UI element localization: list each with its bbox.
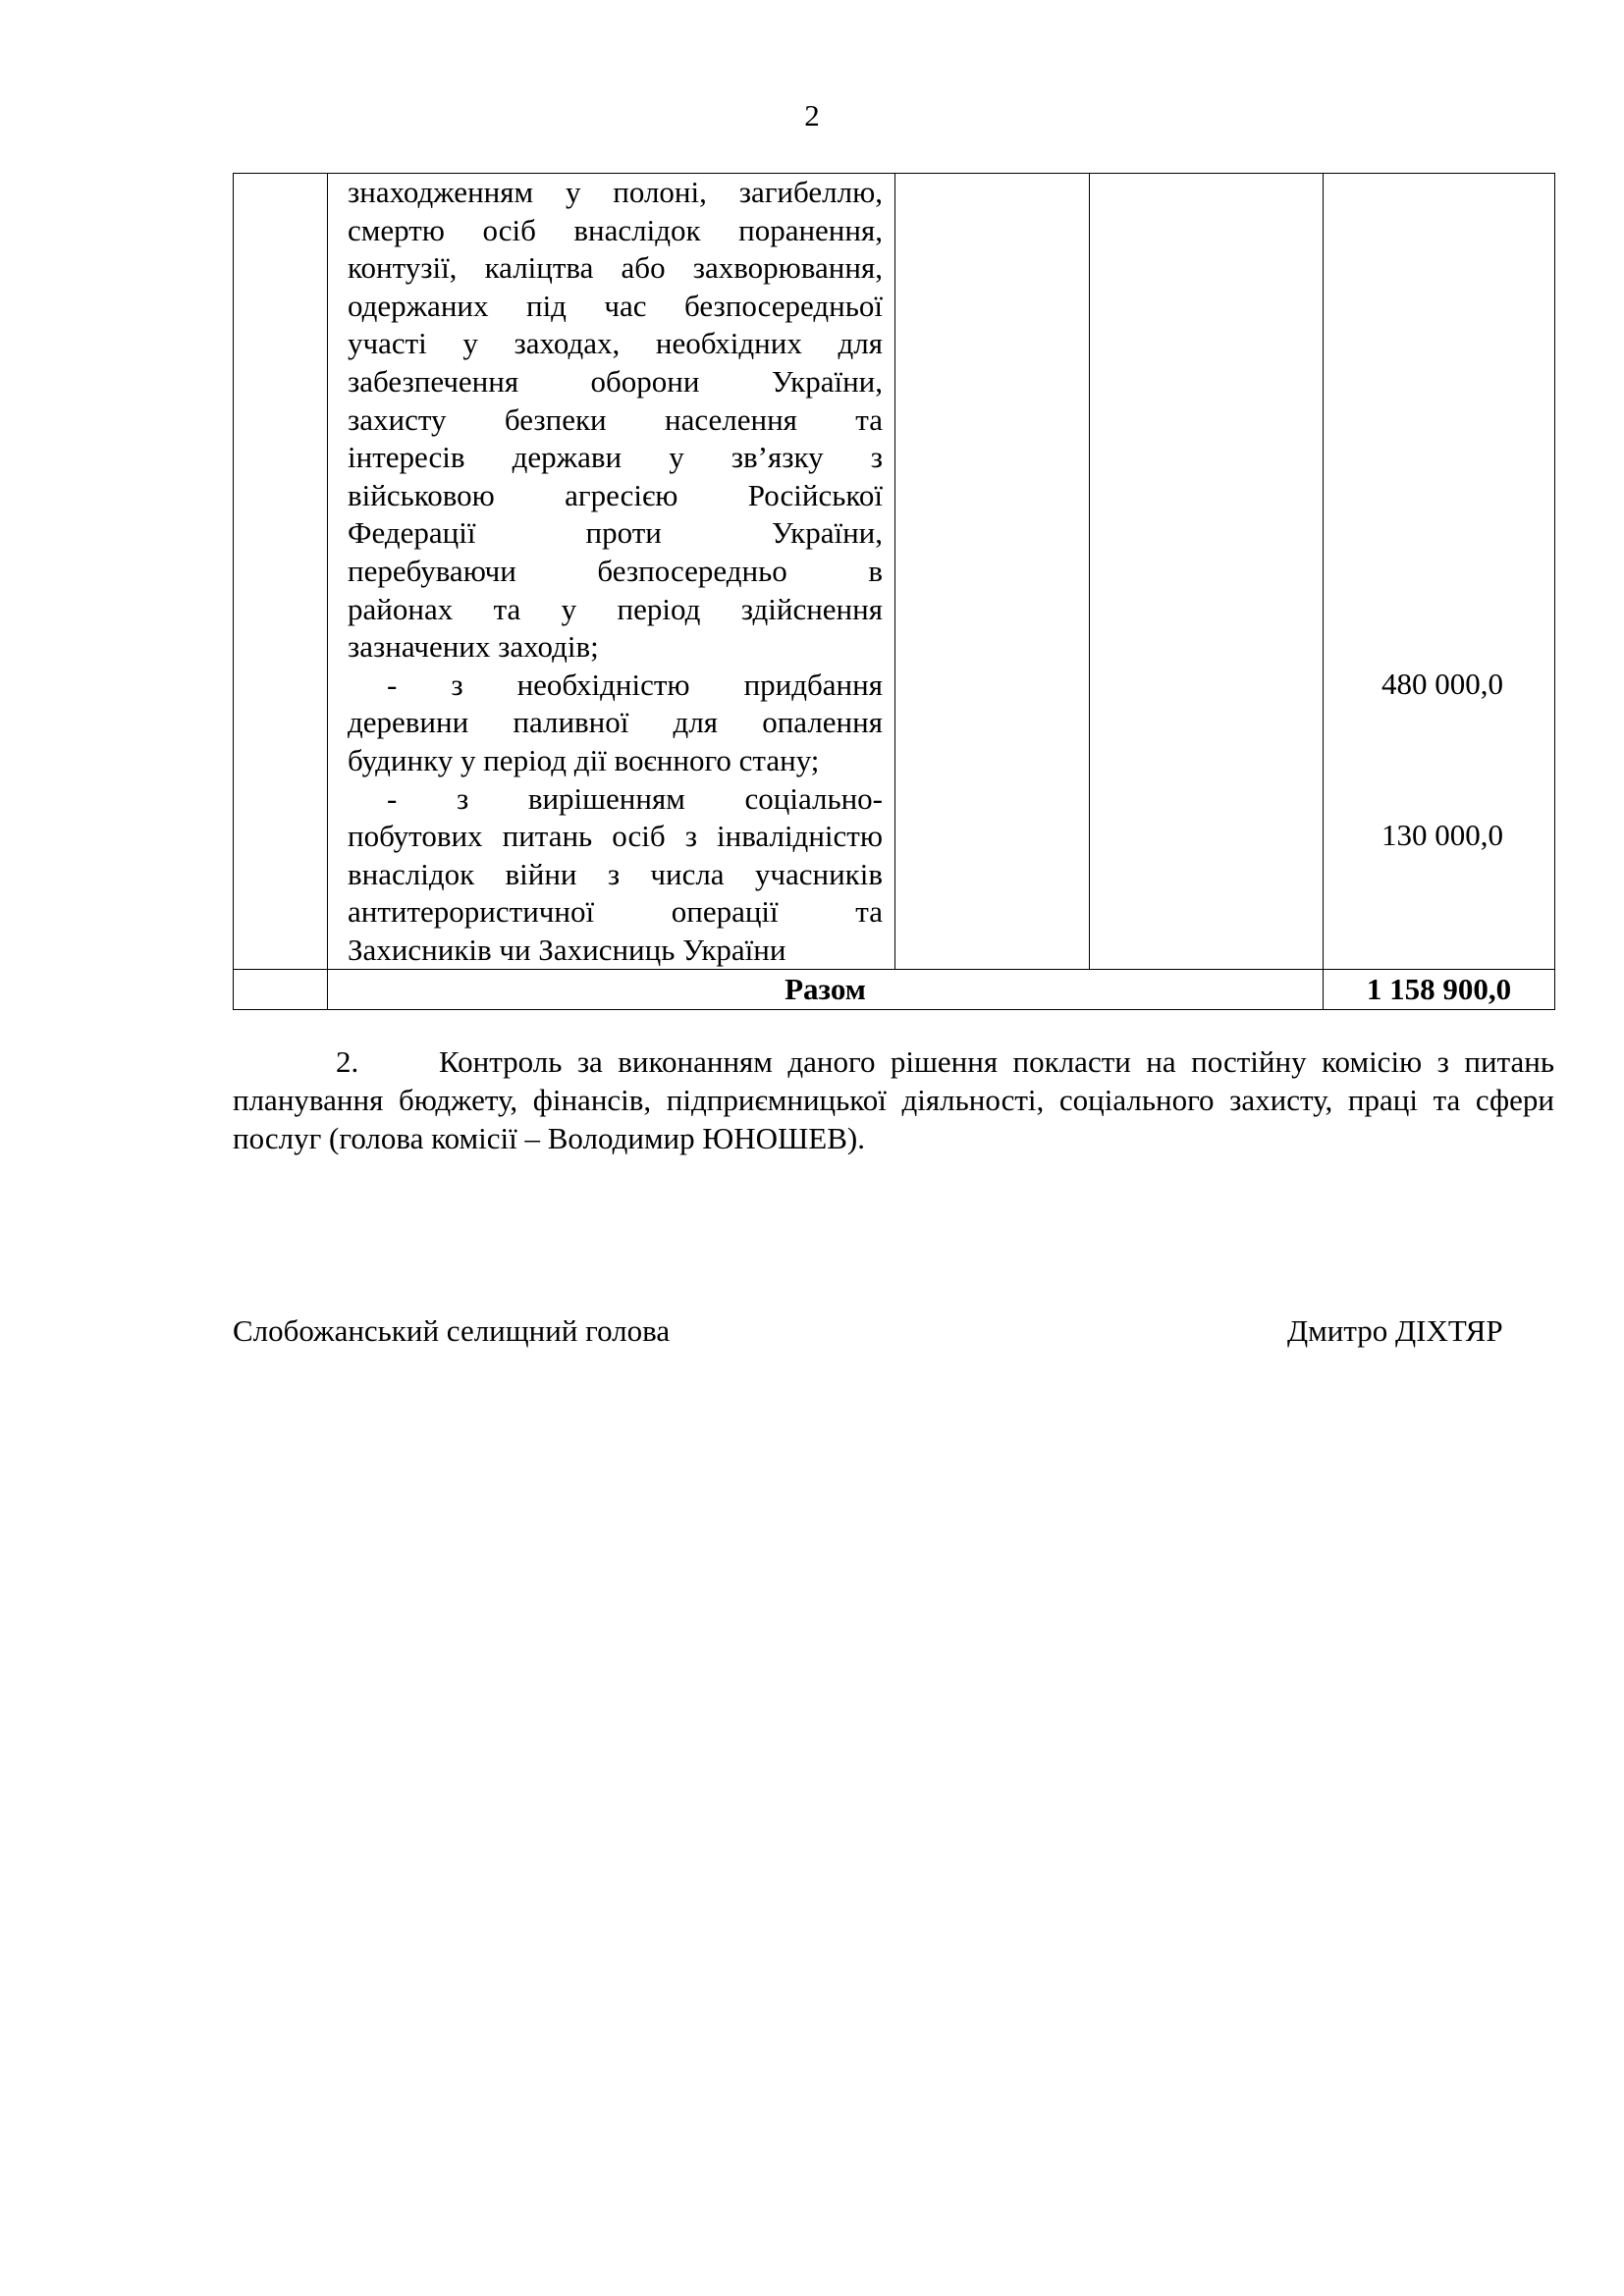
item-3-rest [348,818,883,932]
total-label: Разом [328,970,1324,1010]
description-line: одержаних під час безпосередньої [348,288,883,323]
item-2-last-line: будинку у період дії воєнного стану; [348,742,820,777]
amount-item-3: 130 000,0 [1381,818,1503,852]
item-3-first-line: - з вирішенням соціально- [387,780,883,816]
clause-number: 2. [336,1044,359,1079]
description-line: військовою агресією Російської [348,477,883,512]
signature-name: Дмитро ДІХТЯР [1287,1313,1503,1348]
page-number: 2 [804,98,820,133]
item-3-last-line: Захисників чи Захисниць України [348,932,786,967]
description-line: інтересів держави у зв’язку з [348,440,883,475]
description-part-1 [348,174,883,628]
amount-item-2: 480 000,0 [1381,667,1503,701]
empty-cell [234,970,328,1010]
item-2-line: деревини паливної для опалення [348,705,883,740]
description-line: районах та у період здійснення [348,591,883,626]
clause-text: Контроль за виконанням даного рішення покласти на постійну комісію з питань планування бюджету, фінансів, підприємницької діяльності, соціального захисту, праці та сфери послуг (голова комісії – Володимир ЮНОШЕВ). [233,1044,1554,1155]
description-line: знаходженням у полоні, загибеллю, [348,175,883,209]
description-line: забезпечення оборони України, [348,363,883,399]
empty-cell [895,174,1090,970]
control-clause [233,1042,1554,1157]
description-line: смертю осіб внаслідок поранення, [348,212,883,247]
signature-position: Слобожанський селищний голова [233,1313,671,1348]
funding-table [233,173,1555,1010]
description-line: Федерації проти України, [348,515,883,551]
description-line-last: зазначених заходів; [348,629,599,665]
item-3-line: внаслідок війни з числа учасників [348,856,883,891]
item-2-first-line: - з необхідністю придбання [387,667,883,702]
table-row [234,174,1555,970]
description-cell [328,174,895,970]
empty-cell [1090,174,1324,970]
description-line: контузії, каліцтва або захворювання, [348,250,883,286]
total-row [234,970,1555,1010]
number-cell [234,174,328,970]
description-line: перебуваючи безпосередньо в [348,553,883,588]
item-3-line: побутових питань осіб з інвалідністю [348,819,883,854]
item-2-rest [348,704,883,742]
amount-cell [1324,174,1555,970]
total-value: 1 158 900,0 [1324,970,1555,1010]
item-3-line: антитерористичної операції та [348,894,883,930]
description-line: участі у заходах, необхідних для [348,326,883,361]
description-line: захисту безпеки населення та [348,401,883,437]
